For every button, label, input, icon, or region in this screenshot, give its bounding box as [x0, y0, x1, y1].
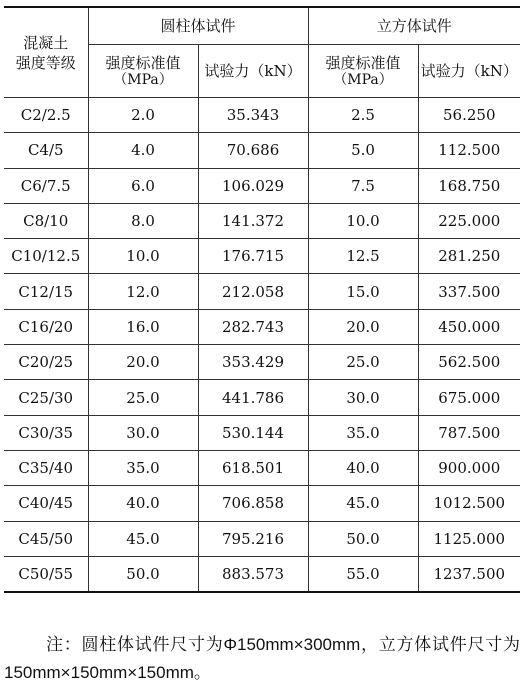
table-row: [4, 168, 520, 203]
cylinder-load-cell: 35.343: [198, 98, 308, 133]
cube-load-cell: 1125.000: [418, 521, 520, 556]
strength-unit: （MPa）: [333, 72, 393, 88]
table-row: [4, 486, 520, 521]
cylinder-load-cell: 706.858: [198, 486, 308, 521]
cube-strength-cell: 45.0: [308, 486, 418, 521]
cube-strength-cell: 50.0: [308, 521, 418, 556]
cylinder-load-header: 试验力（kN）: [198, 45, 308, 98]
grade-cell: C25/30: [4, 380, 88, 415]
grade-cell: C50/55: [4, 556, 88, 592]
cylinder-strength-cell: 25.0: [88, 380, 198, 415]
cylinder-strength-cell: 45.0: [88, 521, 198, 556]
cube-strength-cell: 15.0: [308, 274, 418, 309]
cylinder-strength-cell: 20.0: [88, 345, 198, 380]
cube-load-cell: 168.750: [418, 168, 520, 203]
cube-load-cell: 900.000: [418, 450, 520, 485]
cylinder-load-cell: 883.573: [198, 556, 308, 592]
cube-strength-cell: 2.5: [308, 98, 418, 133]
strength-label: 强度标准值: [325, 54, 401, 72]
table-row: [4, 521, 520, 556]
header-row-groups: [4, 7, 520, 45]
cube-strength-cell: 5.0: [308, 133, 418, 168]
cylinder-load-cell: 176.715: [198, 239, 308, 274]
grade-cell: C6/7.5: [4, 168, 88, 203]
cube-load-cell: 450.000: [418, 309, 520, 344]
cube-load-cell: 337.500: [418, 274, 520, 309]
cylinder-strength-cell: 35.0: [88, 450, 198, 485]
cylinder-strength-cell: 10.0: [88, 239, 198, 274]
grade-cell: C2/2.5: [4, 98, 88, 133]
note-text-1: 注：圆柱体试件尺寸为: [46, 635, 224, 655]
cylinder-strength-cell: 50.0: [88, 556, 198, 592]
grade-cell: C35/40: [4, 450, 88, 485]
cube-strength-cell: 10.0: [308, 203, 418, 238]
cube-strength-cell: 25.0: [308, 345, 418, 380]
cube-strength-cell: 20.0: [308, 309, 418, 344]
cylinder-strength-cell: 2.0: [88, 98, 198, 133]
cylinder-strength-header: [88, 45, 198, 98]
note-cylinder-size: Φ150mm×300mm: [223, 635, 361, 654]
cylinder-load-cell: 282.743: [198, 309, 308, 344]
cube-strength-cell: 7.5: [308, 168, 418, 203]
table-row: [4, 556, 520, 592]
cylinder-load-cell: 70.686: [198, 133, 308, 168]
cube-load-cell: 562.500: [418, 345, 520, 380]
strength-unit: （MPa）: [113, 72, 173, 88]
cube-strength-cell: 12.5: [308, 239, 418, 274]
grade-header-line1: 混凝土: [23, 33, 69, 52]
grade-cell: C45/50: [4, 521, 88, 556]
note-text-2: ，立方体试件尺寸为: [360, 635, 521, 655]
grade-cell: C16/20: [4, 309, 88, 344]
cube-load-header: 试验力（kN）: [418, 45, 520, 98]
table-row: [4, 274, 520, 309]
table-body: [4, 98, 520, 593]
specimen-table-container: [4, 6, 520, 593]
cylinder-load-cell: 106.029: [198, 168, 308, 203]
cylinder-strength-cell: 6.0: [88, 168, 198, 203]
note-text-3: 。: [193, 663, 211, 683]
cylinder-load-cell: 353.429: [198, 345, 308, 380]
cylinder-load-cell: 618.501: [198, 450, 308, 485]
grade-header-line2: 强度等级: [15, 53, 76, 72]
cube-strength-header: [308, 45, 418, 98]
cube-load-cell: 225.000: [418, 203, 520, 238]
cylinder-strength-cell: 4.0: [88, 133, 198, 168]
table-row: [4, 345, 520, 380]
cube-strength-cell: 35.0: [308, 415, 418, 450]
cube-load-cell: 112.500: [418, 133, 520, 168]
table-row: [4, 203, 520, 238]
cylinder-load-cell: 795.216: [198, 521, 308, 556]
grade-cell: C8/10: [4, 203, 88, 238]
cube-load-cell: 56.250: [418, 98, 520, 133]
table-row: [4, 309, 520, 344]
cube-group-header: 立方体试件: [308, 7, 520, 45]
table-footnote: [4, 631, 520, 687]
cylinder-load-cell: 141.372: [198, 203, 308, 238]
note-cube-size: 150mm×150mm×150mm: [4, 663, 194, 682]
cube-strength-cell: 55.0: [308, 556, 418, 592]
cylinder-strength-cell: 30.0: [88, 415, 198, 450]
cylinder-load-cell: 441.786: [198, 380, 308, 415]
grade-cell: C40/45: [4, 486, 88, 521]
cube-load-cell: 1237.500: [418, 556, 520, 592]
cube-load-cell: 281.250: [418, 239, 520, 274]
cylinder-strength-cell: 12.0: [88, 274, 198, 309]
table-row: [4, 380, 520, 415]
table-row: [4, 98, 520, 133]
cube-load-cell: 787.500: [418, 415, 520, 450]
grade-cell: C30/35: [4, 415, 88, 450]
grade-cell: C20/25: [4, 345, 88, 380]
table-row: [4, 239, 520, 274]
cylinder-strength-cell: 8.0: [88, 203, 198, 238]
grade-cell: C4/5: [4, 133, 88, 168]
grade-column-header: [4, 7, 88, 98]
concrete-strength-table: [4, 6, 520, 593]
cylinder-strength-cell: 40.0: [88, 486, 198, 521]
cylinder-load-cell: 530.144: [198, 415, 308, 450]
cube-strength-cell: 40.0: [308, 450, 418, 485]
cube-load-cell: 1012.500: [418, 486, 520, 521]
cylinder-group-header: 圆柱体试件: [88, 7, 308, 45]
table-row: [4, 133, 520, 168]
cube-strength-cell: 30.0: [308, 380, 418, 415]
cube-load-cell: 675.000: [418, 380, 520, 415]
strength-label: 强度标准值: [105, 54, 181, 72]
cylinder-load-cell: 212.058: [198, 274, 308, 309]
table-row: [4, 450, 520, 485]
cylinder-strength-cell: 16.0: [88, 309, 198, 344]
grade-cell: C10/12.5: [4, 239, 88, 274]
grade-cell: C12/15: [4, 274, 88, 309]
table-row: [4, 415, 520, 450]
